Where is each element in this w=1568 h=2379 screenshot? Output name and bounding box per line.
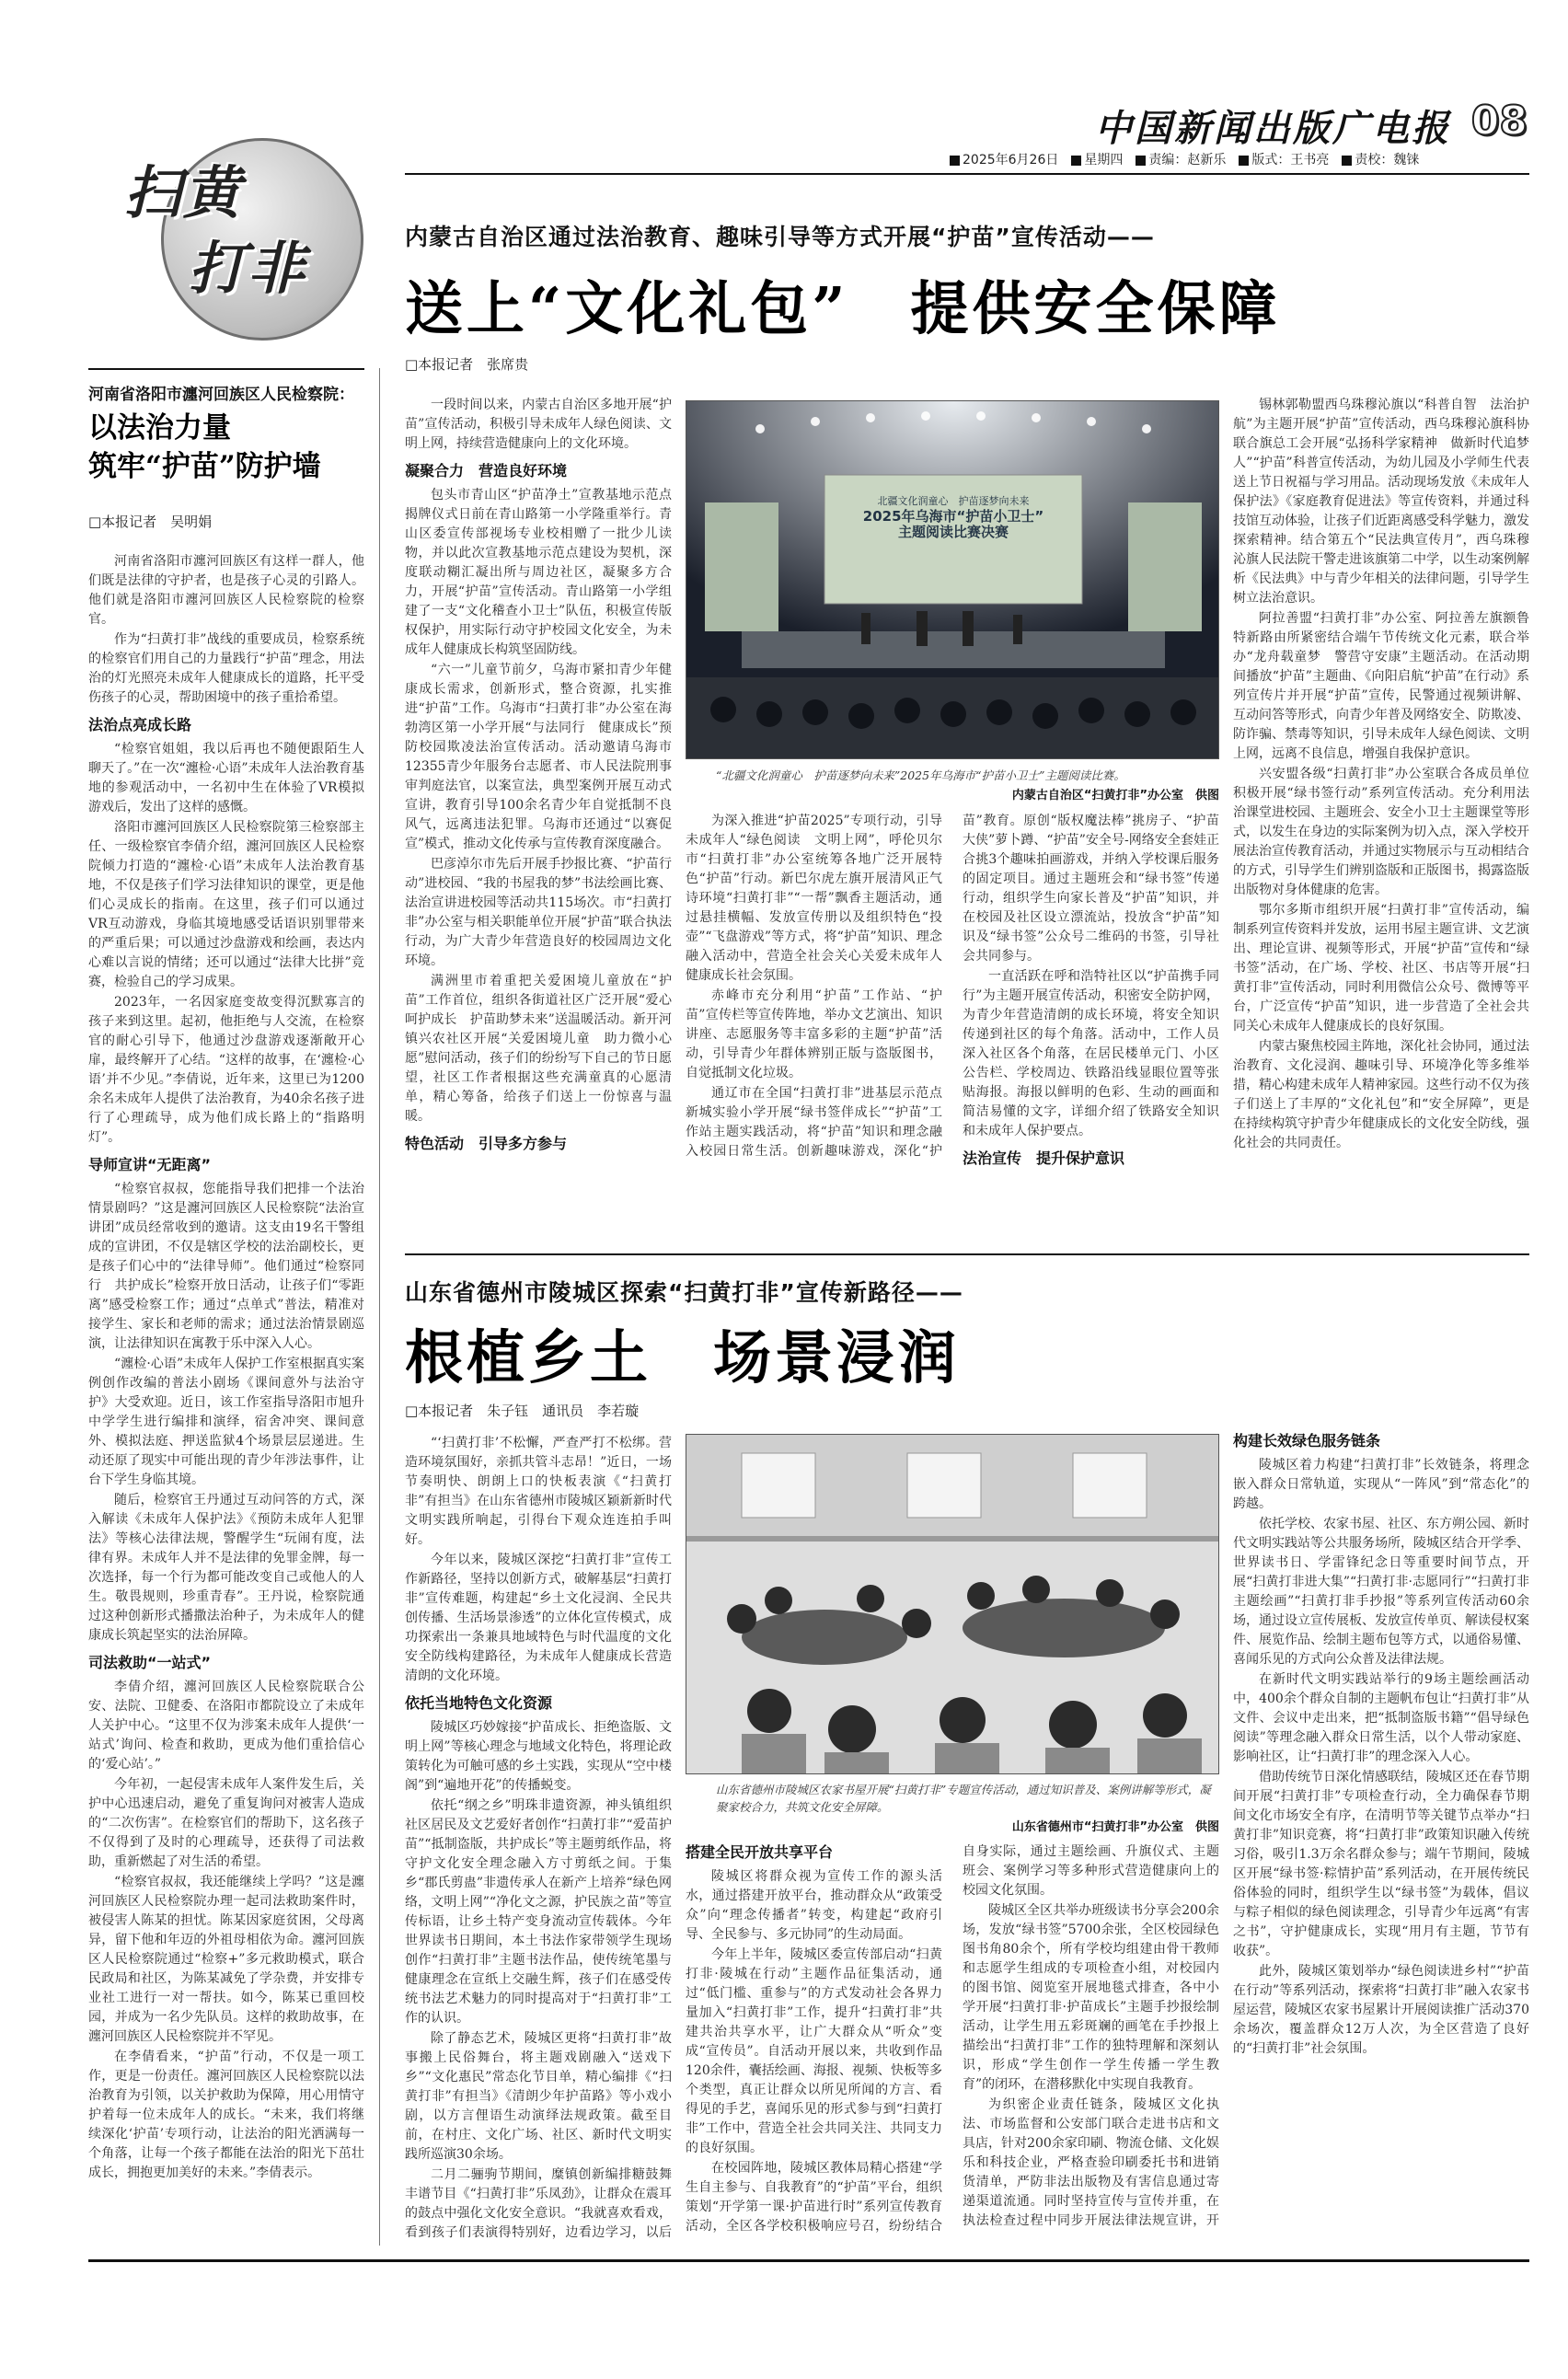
story2-photo-credit: 山东省德州市“扫黄打非”办公室 供图 — [1011, 1820, 1219, 1834]
paragraph: 今年上半年，陵城区委宣传部启动“扫黄打非·陵城在行动”主题作品征集活动，通过“低门槛、重参与”的方式发动社会各界力量加入“扫黄打非”工作，提升“扫黄打非”共建共治共享水平，让广大群众从“听众”变成“宣传员”。自活动开展以来，共收到作品120余件，囊括绘画、海报、视频、快板等多个类型，真正让群众以所见所闻的方言、看得见的手艺，喜闻乐见的形式参与到“扫黄打非”工作中，营造全社会共同关注、共同支力的良好氛围。 — [686, 1947, 942, 2155]
left-story-kicker: 河南省洛阳市瀍河回族区人民检察院： — [88, 386, 354, 404]
paragraph: 为深入推进“护苗2025”专项行动，引导未成年人“绿色阅读 文明上网”，呼伦贝尔市“扫黄打非”办公室统筹各地广泛开展特色“护苗”行动。新巴尔虎左旗开展清风正气诗环境“扫黄打非”“一帮”飘香主题活动，通过悬挂横幅、发放宣传册以及组织特色“投壶”“飞盘游戏”等方式，将“护苗”知识、理念融入活动中，营造全社会关心关爱未成年人健康成长社会氛围。 — [686, 814, 942, 983]
paragraph: 在李倩看来，“护苗”行动，不仅是一项工作，更是一份责任。瀍河回族区人民检察院以法治教育为引领，以关护救助为保障，用心用情守护着每一位未成年人的成长。“未来，我们将继续深化‘护苗’专项行动，让法治的阳光洒满每一个角落，让每一个孩子都能在法治的阳光下茁壮成长，拥抱更加美好的未来。”李倩表示。 — [88, 2050, 364, 2180]
masthead — [1095, 98, 1528, 150]
paragraph: 今年初，一起侵害未成年人案件发生后，关护中心迅速启动，避免了重复询问对被害人造成的“二次伤害”。在检察官们的帮助下，这名孩子不仅得到了及时的心理疏导，还获得了司法救助，重新燃起了对生活的希望。 — [88, 1777, 364, 1869]
story1-photo-caption: “北疆文化润童心 护苗逐梦向未来”2025年乌海市“护苗小卫士”主题阅读比赛。 — [716, 768, 1125, 782]
page-number: 08 — [1470, 98, 1528, 144]
left-story-body — [88, 552, 364, 2246]
paragraph: “检察官叔叔，您能指导我们把排一个法治情景剧吗？”这是瀍河回族区人民检察院“法治宣讲团”成员经常收到的邀请。这支由19名干警组成的宣讲团，不仅是辖区学校的法治副校长，更是孩子们心中的“法律导师”。他们通过“检察同行 共护成长”检察开放日活动，让孩子们“零距离”感受检察工作；通过“点单式”普法，精准对接学生、家长和老师的需求；通过法治情景剧巡演，让法律知识在寓教于乐中深入人心。 — [88, 1182, 364, 1351]
left-section-2-title: 导师宣讲“无距离” — [88, 1156, 212, 1173]
paragraph: 为织密企业责任链条，陵城区文化执法、市场监督和公安部门联合走进书店和文具店，针对200余家印刷、物流仓储、文化娱乐和科技企业，严格查验印刷委托书和进销货清单，严防非法出版物及有害信息通过寄递渠道流通。同时坚持宣传与宣传并重，在执法检查过程中同步开展法律法规宣讲，开 — [963, 2097, 1219, 2228]
story2-subhead-2: 搭建全民开放共享平台 — [686, 1843, 834, 1861]
paragraph: 洛阳市瀍河回族区人民检察院第三检察部主任、一级检察官李倩介绍，瀍河回族区人民检察院倾力打造的“瀍检·心语”未成年人法治教育基地，不仅是孩子们学习法律知识的课堂，更是他们心灵成长的指南。在这里，孩子们可以通过VR互动游戏，身临其境地感受话语识别罪带来的严重后果；可以通过沙盘游戏和绘画，表达内心难以言说的情绪；还可以通过“法律大比拼”竞赛，检验自己的学习成果。 — [88, 820, 364, 989]
paragraph: 二月二骊驹节期间，糜镇创新编排糖鼓舞丰谱节目《“扫黄打非”乐凤劲》，让群众在震耳的鼓点中强化文化安全意识。“我就喜欢看戏，看到孩子们表演得特别好，边看边学习，以后 — [405, 2167, 672, 2240]
masthead-rule — [405, 173, 1529, 175]
story2-photo-caption: 山东省德州市陵城区农家书屋开展“扫黄打非”专题宣传活动，通过知识普及、案例讲解等形式，凝聚家校合力，共筑文化安全屏障。 — [716, 1783, 1211, 1814]
paragraph: 通辽市在全国“扫黄打非”进基层示范点新城实验小学开展“绿书签伴成长”“护苗”工作站主题实践活动，将“护苗”知识和理念融入校园日常生活。创新趣味游戏，深化“护苗”教育。原创“版权魔法棒”挑房子、“护苗大侠”萝卜蹲、“护苗”安全号-网络安全套娃正合挑3个趣味拍画游戏，并纳入学校课后服务的固定项目。通过主题班会和“绿书签”传递行动，组织学生向家长普及“护苗”知识，并在校园及社区设立漂流站，投放含“护苗”知识及“绿书签”公众号二维码的书签，引导社会共同参与。 — [686, 814, 1219, 1159]
story1-photo — [686, 400, 1219, 759]
story1-column-a — [405, 396, 672, 1233]
story1-column-b — [686, 812, 1219, 1233]
left-section-3-title: 司法救助“一站式” — [88, 1654, 212, 1671]
story2-subhead-1: 依托当地特色文化资源 — [405, 1694, 553, 1712]
story2-subhead-3: 构建长效绿色服务链条 — [1233, 1432, 1381, 1449]
stage-banner-line: 北疆文化润童心 护苗逐梦向未来 — [877, 495, 1030, 507]
paragraph: 依托学校、农家书屋、社区、东方朔公园、新时代文明实践站等公共服务场所，陵城区结合开学季、世界读书日、学雷锋纪念日等重要时间节点，开展“扫黄打非进大集”“扫黄打非·志愿同行”“扫黄打非主题绘画”“扫黄打非手抄报”等系列宣传活动60余场，通过设立宣传展板、发放宣传单页、解读侵权案件、展览作品、绘制主题布包等方式，以通俗易懂、喜闻乐见的方式向公众普及法律法规。 — [1233, 1517, 1529, 1667]
story2-headline: 根植乡土 场景浸润 — [405, 1323, 960, 1392]
story2-kicker: 山东省德州市陵城区探索“扫黄打非”宣传新路径—— — [405, 1279, 963, 1306]
paragraph: 在校园阵地，陵城区教体局精心搭建“学生自主参与、自我教育”的“护苗”平台，组织策划“开学第一课·护苗进行时”系列宣传教育活动，全区各学校积极响应号召，纷纷结合自身实际，通过主题绘画、升旗仪式、主题班会、案例学习等多种形式营造健康向上的校园文化氛围。 — [686, 1844, 1219, 2234]
paragraph: 陵城区巧妙嫁接“护苗成长、拒绝盗版、文明上网”等核心理念与地域文化特色，将理论政策转化为可触可感的乡土实践，实现从“空中楼阁”到“遍地开花”的传播蜕变。 — [405, 1720, 672, 1793]
paragraph: 巴彦淖尔市先后开展手抄报比赛、“护苗行动”进校园、“我的书屋我的梦”书法绘画比赛、法治宣讲进校园等活动共115场次。市“扫黄打非”办公室与相关职能单位开展“护苗”联合执法行动，为广大青少年营造良好的校园周边文化环境。 — [405, 857, 672, 968]
left-story-title — [88, 409, 364, 486]
stage-banner — [843, 493, 1064, 540]
story1-subhead-1: 凝聚合力 营造良好环境 — [405, 462, 568, 479]
classroom-photo-graphic — [686, 1435, 1219, 1774]
left-title-line-2: 筑牢“护苗”防护墙 — [88, 450, 321, 483]
square-bullet-icon — [1342, 156, 1352, 166]
paragraph: “检察官叔叔，我还能继续上学吗？”这是瀍河回族区人民检察院办理一起司法救助案件时，被侵害人陈某的担忧。陈某因家庭贫困，父母离异，留下他和年迈的外祖母相依为命。瀍河回族区人民检察院通过“检察+”多元救助模式，联合民政局和社区，为陈某减免了学杂费，并安排专业社工进行一对一帮扶。如今，陈某已重回校园，并成为一名少先队员。这样的救助故事，在瀍河回族区人民检察院并不罕见。 — [88, 1875, 364, 2044]
story-separator — [405, 1253, 1529, 1255]
stage-banner-line: 2025年乌海市“护苗小卫士” — [862, 508, 1044, 525]
square-bullet-icon — [1136, 156, 1146, 166]
paragraph: 河南省洛阳市瀍河回族区有这样一群人，他们既是法律的守护者，也是孩子心灵的引路人。他们就是洛阳市瀍河回族区人民检察院的检察官。 — [88, 554, 364, 627]
paragraph: 一段时间以来，内蒙古自治区多地开展“护苗”宣传活动，积极引导未成年人绿色阅读、文明上网，持续营造健康向上的文化环境。 — [405, 398, 672, 451]
paragraph: 作为“扫黄打非”战线的重要成员，检察系统的检察官们用自己的力量践行“护苗”理念，用法治的灯光照亮未成年人健康成长的道路，托平受伤孩子的心灵，帮助困境中的孩子重拾希望。 — [88, 632, 364, 705]
paragraph: 随后，检察官王丹通过互动问答的方式，深入解读《未成年人保护法》《预防未成年人犯罪法》等核心法律法规，警醒学生“玩闹有度，法律有界。未成年人并不是法律的免罪金牌，每一次选择，每一个行为都可能改变自己或他人的人生。敬畏规则，珍重青春”。王丹说，检察院通过这种创新形式播撒法治种子，为未成年人的健康成长筑起坚实的法治屏障。 — [88, 1493, 364, 1643]
proof-credit: 责校：魏铼 — [1355, 153, 1420, 167]
story1-byline: □本报记者 张席贵 — [405, 356, 529, 373]
issue-weekday: 星期四 — [1084, 153, 1124, 167]
paragraph: 今年以来，陵城区深挖“扫黄打非”宣传工作新路径，坚持以创新方式，破解基层“扫黄打非”宣传难题，构建起“乡土文化浸润、全民共创传播、生活场景渗透”的立体化宣传模式，成功探索出一条兼具地域特色与时代温度的文化安全防线构建路径，为未成年人健康成长营造清朗的文化环境。 — [405, 1553, 672, 1683]
story1-headline: 送上“文化礼包” 提供安全保障 — [405, 274, 1281, 342]
issue-date: 2025年6月26日 — [963, 153, 1059, 167]
story1-subhead-3: 法治宣传 提升保护意识 — [963, 1149, 1125, 1167]
left-story-byline: □本报记者 吴明娟 — [88, 514, 213, 530]
story1-photo-credit: 内蒙古自治区“扫黄打非”办公室 供图 — [1011, 789, 1219, 803]
paper-name: 中国新闻出版广电报 — [1095, 107, 1451, 150]
paragraph: 锡林郭勒盟西乌珠穆沁旗以“科普自智 法治护航”为主题开展“护苗”宣传活动，西乌珠穆沁旗科协联合旗总工会开展“弘扬科学家精神 做新时代追梦人”“护苗”科普宣传活动，为幼儿园及小学师生代表送上节日祝福与学习用品。活动现场发放《未成年人保护法》《家庭教育促进法》等宣传资料，并通过科技馆互动体验，让孩子们近距离感受科学魅力，激发探索精神。结合第五个“民法典宣传月”，西乌珠穆沁旗人民法院干警走进该旗第二中学，以生动案例解析《民法典》中与青少年相关的法律问题，引导学生树立法治意识。 — [1233, 398, 1529, 606]
paragraph: 除了静态艺术，陵城区更将“扫黄打非”故事搬上民俗舞台，将主题戏剧融入“送戏下乡”“文化惠民”常态化节目单，精心编排《“扫黄打非”有担当》《清朗少年护苗路》等小戏小剧，以方言俚语生动演绎法规政策。截至目前，在村庄、文化广场、社区、新时代文明实践所巡演30余场。 — [405, 2031, 672, 2162]
paragraph: “检察官姐姐，我以后再也不随便跟陌生人聊天了。”在一次“瀍检·心语”未成年人法治教育基地的参观活动中，一名初中生在体验了VR模拟游戏后，发出了这样的感慨。 — [88, 742, 364, 814]
story1-column-c — [1233, 396, 1529, 1233]
badge-line-2: 打非 — [189, 235, 307, 302]
paragraph: 陵城区将群众视为宣传工作的源头活水，通过搭建开放平台，推动群众从“政策受众”向“理念传播者”转变，构建起“政府引导、全民参与、多元协同”的生动局面。 — [686, 1869, 942, 1942]
square-bullet-icon — [1239, 156, 1249, 166]
left-title-line-1: 以法治力量 — [88, 411, 231, 445]
paragraph: 兴安盟各级“扫黄打非”办公室联合各成员单位积极开展“绿书签行动”系列宣传活动。充分利用法治课堂进校园、主题班会、安全小卫士主题课堂等形式，以发生在身边的实际案例为切入点，深入学校开展法治宣传教育活动，并通过实物展示与互动相结合的方式，引导学生们辨别盗版和正版图书，揭露盗版出版物对身体健康的危害。 — [1233, 767, 1529, 897]
story2-column-b — [686, 1842, 1219, 2244]
stage-photo-graphic — [686, 401, 1219, 759]
left-story-rule — [88, 368, 364, 370]
page-meta — [950, 149, 1529, 169]
paragraph: 鄂尔多斯市组织开展“扫黄打非”宣传活动，编制系列宣传资料并发放，运用书屋主题宣讲、文艺演出、理论宣讲、视频等形式，开展“护苗”宣传和“绿书签”活动，在广场、学校、社区、书店等开展“扫黄打非”宣传活动，同时利用微信公众号、微博等平台，广泛宣传“护苗”知识，进一步营造了全社会共同关心未成年人健康成长的良好氛围。 — [1233, 903, 1529, 1034]
story2-column-a — [405, 1434, 672, 2244]
paragraph: 包头市青山区“护苗净土”宣教基地示范点揭牌仪式日前在青山路第一小学隆重举行。青山区委宣传部视场专业校相赠了一批少儿读物，并以此次宣教基地示范点建设为契机，深度联动糊汇凝出所与周边社区，凝聚多方合力，开展“护苗”宣传活动。青山路第一小学组建了一支“文化稽查小卫士”队伍，积极宣传版权保护，用实际行动守护校园文化安全，为未成年人健康成长构筑坚固防线。 — [405, 488, 672, 657]
paragraph: 陵城区全区共举办班级读书分享会200余场，发放“绿书签”5700余张，全区校园绿色图书角80余个，所有学校均组建由骨干教师和志愿学生组成的专项检查小组，对校园内的图书馆、阅览室开展地毯式排查，各中小学开展“扫黄打非·护苗成长”主题手抄报绘制活动，让学生用五彩斑斓的画笔在手抄报上描绘出“扫黄打非”工作的独特理解和深刻认识，形成“学生创作一学生传播一学生教育”的闭环，在潜移默化中实现自我教育。 — [963, 1903, 1219, 2092]
paragraph: “‘扫黄打非’不松懈，严查严打不松绑。营造环境氛围好，亲抓共管斗志昂！”近日，一场节奏明快、朗朗上口的快板表演《“扫黄打非”有担当》在山东省德州市陵城区颖新新时代文明实践所响起，引得台下观众连连拍手叫好。 — [405, 1436, 672, 1547]
square-bullet-icon — [1071, 156, 1081, 166]
paragraph: 满洲里市着重把关爱困境儿童放在“护苗”工作首位，组织各街道社区广泛开展“爱心呵护成长 护苗助梦未来”送温暖活动。新开河镇兴农社区开展“关爱困境儿童 助力微小心愿”慰问活动，孩子们的纷纷写下自己的节日愿望，社区工作者根据这些充满童真的心愿清单，精心筹备，给孩子们送上一份惊喜与温暖。 — [405, 974, 672, 1124]
story2-column-c — [1233, 1431, 1529, 2244]
layout-credit: 版式：王书亮 — [1251, 153, 1330, 167]
paragraph: 依托“纲之乡”明珠非遗资源，神头镇组织社区居民及文艺爱好者创作“扫黄打非”“爱苗护苗”“抵制盗版，共护成长”等主题剪纸作品，将守护文化安全理念融入方寸剪纸之间。于集乡“郡氏剪蛊”非遗传承人在新产上培养“绿色网络，文明上网”“净化文之源，护民族之苗”等宣传标语，让乡土特产变身流动宣传载体。今年世界读书日期间，本土书法作家带领学生现场创作“扫黄打非”主题书法作品，使传统笔墨与健康理念在宣纸上交融生辉，孩子们在感受传统书法艺术魅力的同时提高对于“扫黄打非”工作的认识。 — [405, 1798, 672, 2026]
paragraph: 赤峰市充分利用“护苗”工作站、“护苗”宣传栏等宣传阵地，举办文艺演出、知识讲座、志愿服务等丰富多彩的主题“护苗”活动，引导青少年群体辨别正版与盗版图书，自觉抵制文化垃圾。 — [686, 988, 942, 1080]
paragraph: 借助传统节日深化情感联结，陵城区还在春节期间开展“扫黄打非”专项检查行动，全力确保春节期间文化市场安全有序，在清明节等关键节点举办“扫黄打非”知识竞赛，将“扫黄打非”政策知识融入传统习俗，吸引1.3万余名群众参与；端午节期间，陵城区开展“绿书签·粽情护苗”系列活动，在开展传统民俗体验的同时，组织学生以“绿书签”为载体，倡议与粽子相似的绿色阅读理念，引导青少年远离“有害之书”，守护健康成长，实现“用月有主题，节节有收获”。 — [1233, 1770, 1529, 1958]
stage-banner-line: 主题阅读比赛决赛 — [897, 524, 1009, 540]
left-section-1-title: 法治点亮成长路 — [88, 716, 192, 733]
paragraph: 阿拉善盟“扫黄打非”办公室、阿拉善左旗额鲁特新路由所紧密结合端午节传统文化元素，联合举办“龙舟载童梦 警营守安康”主题活动。在活动期间播放“护苗”主题曲、《向阳启航“护苗”在行动》系列宣传片并开展“护苗”宣传，民警通过视频讲解、互动问答等形式，向青少年普及网络安全、防欺凌、防诈骗、禁毒等知识，引导未成年人绿色阅读、文明上网，远离不良信息，增强自我保护意识。 — [1233, 611, 1529, 761]
paragraph: “六一”儿童节前夕，乌海市紧扣青少年健康成长需求，创新形式，整合资源，扎实推进“护苗”工作。乌海市“扫黄打非”办公室在海勃湾区第一小学开展“与法同行 健康成长”预防校园欺凌法治宣传活动。活动邀请乌海市12355青少年服务台志愿者、市人民法院刑事审判庭法官，以案宣法，典型案例开展互动式宣讲，教育引导100余名青少年自觉抵制不良风气，远离违法犯罪。乌海市还通过“以赛促宣”模式，推动文化传承与宣传教育深度融合。 — [405, 663, 672, 851]
paragraph: 在新时代文明实践站举行的9场主题绘画活动中，400余个群众自制的主题帆布包让“扫黄打非”从文件、会议中走出来，把“抵制盗版书籍”“倡导绿色阅读”等理念融入群众日常生活，以个人带动家庭、影响社区，让“扫黄打非”的理念深入人心。 — [1233, 1672, 1529, 1764]
badge-line-1: 扫黄 — [124, 159, 243, 226]
column-badge — [124, 138, 373, 350]
paragraph: 李倩介绍，瀍河回族区人民检察院联合公安、法院、卫健委、在洛阳市都院设立了未成年人关护中心。“这里不仅为涉案未成年人提供‘一站式’询问、检查和救助，更成为他们重拾信心的‘爱心站’。” — [88, 1680, 364, 1772]
page-bottom-rule — [88, 2259, 1529, 2262]
paragraph: 2023年，一名因家庭变故变得沉默寡言的孩子来到这里。起初，他拒绝与人交流，在检察官的耐心引导下，他通过沙盘游戏逐渐敞开心扉，最终解开了心结。“这样的故事，在‘瀍检·心语’并不少见。”李倩说，近年来，这里已为1200余名未成年人提供了法治教育，为40余名孩子进行了心理疏导，成为他们成长路上的“指路明灯”。 — [88, 995, 364, 1145]
story1-subhead-2: 特色活动 引导多方参与 — [405, 1135, 568, 1152]
square-bullet-icon — [950, 156, 960, 166]
paragraph: 内蒙古聚焦校园主阵地，深化社会协同，通过法治教育、文化浸润、趣味引导、环境净化等多维举措，精心构建未成年人精神家园。这些行动不仅为孩子们送上了丰厚的“文化礼包”和“安全屏障”，更是在持续构筑守护青少年健康成长的文化安全防线，强化社会的共同责任。 — [1233, 1039, 1529, 1150]
editor-credit: 责编：赵新乐 — [1148, 153, 1227, 167]
paragraph: 陵城区着力构建“扫黄打非”长效链条，将理念嵌入群众日常轨道，实现从“一阵风”到“常态化”的跨越。 — [1233, 1458, 1529, 1511]
story1-kicker: 内蒙古自治区通过法治教育、趣味引导等方式开展“护苗”宣传活动—— — [405, 224, 1155, 250]
paragraph: “瀍检·心语”未成年人保护工作室根据真实案例创作改编的普法小剧场《课间意外与法治守护》大受欢迎。近日，该工作室指导洛阳市旭升中学学生进行编排和演绎，宿舍冲突、课间意外、模拟法庭、押送监狱4个场景层层递进。生动还原了现实中可能出现的青少年涉法事件，让台下学生身临其境。 — [88, 1357, 364, 1487]
column-divider — [379, 368, 380, 2246]
story2-photo — [686, 1434, 1219, 1774]
story2-byline: □本报记者 朱子钰 通讯员 李若璇 — [405, 1403, 640, 1419]
paragraph: 一直活跃在呼和浩特社区以“护苗携手同行”为主题开展宣传活动，积密安全防护网，为青少年营造清朗的成长环境，将安全知识传递到社区的每个角落。活动中，工作人员深入社区各个角落，在居民楼单元门、小区公告栏、学校周边、铁路沿线显眼位置等张贴海报。海报以鲜明的色彩、生动的画面和简洁易懂的文字，详细介绍了铁路安全知识和未成年人保护要点。 — [963, 969, 1219, 1138]
paragraph: 此外，陵城区策划举办“绿色阅读进乡村”“护苗在行动”等系列活动，探索将“扫黄打非”融入农家书屋运营，陵城区农家书屋累计开展阅读推广活动370余场次，覆盖群众12万人次，为全区营造了良好的“扫黄打非”社会氛围。 — [1233, 1964, 1529, 2056]
